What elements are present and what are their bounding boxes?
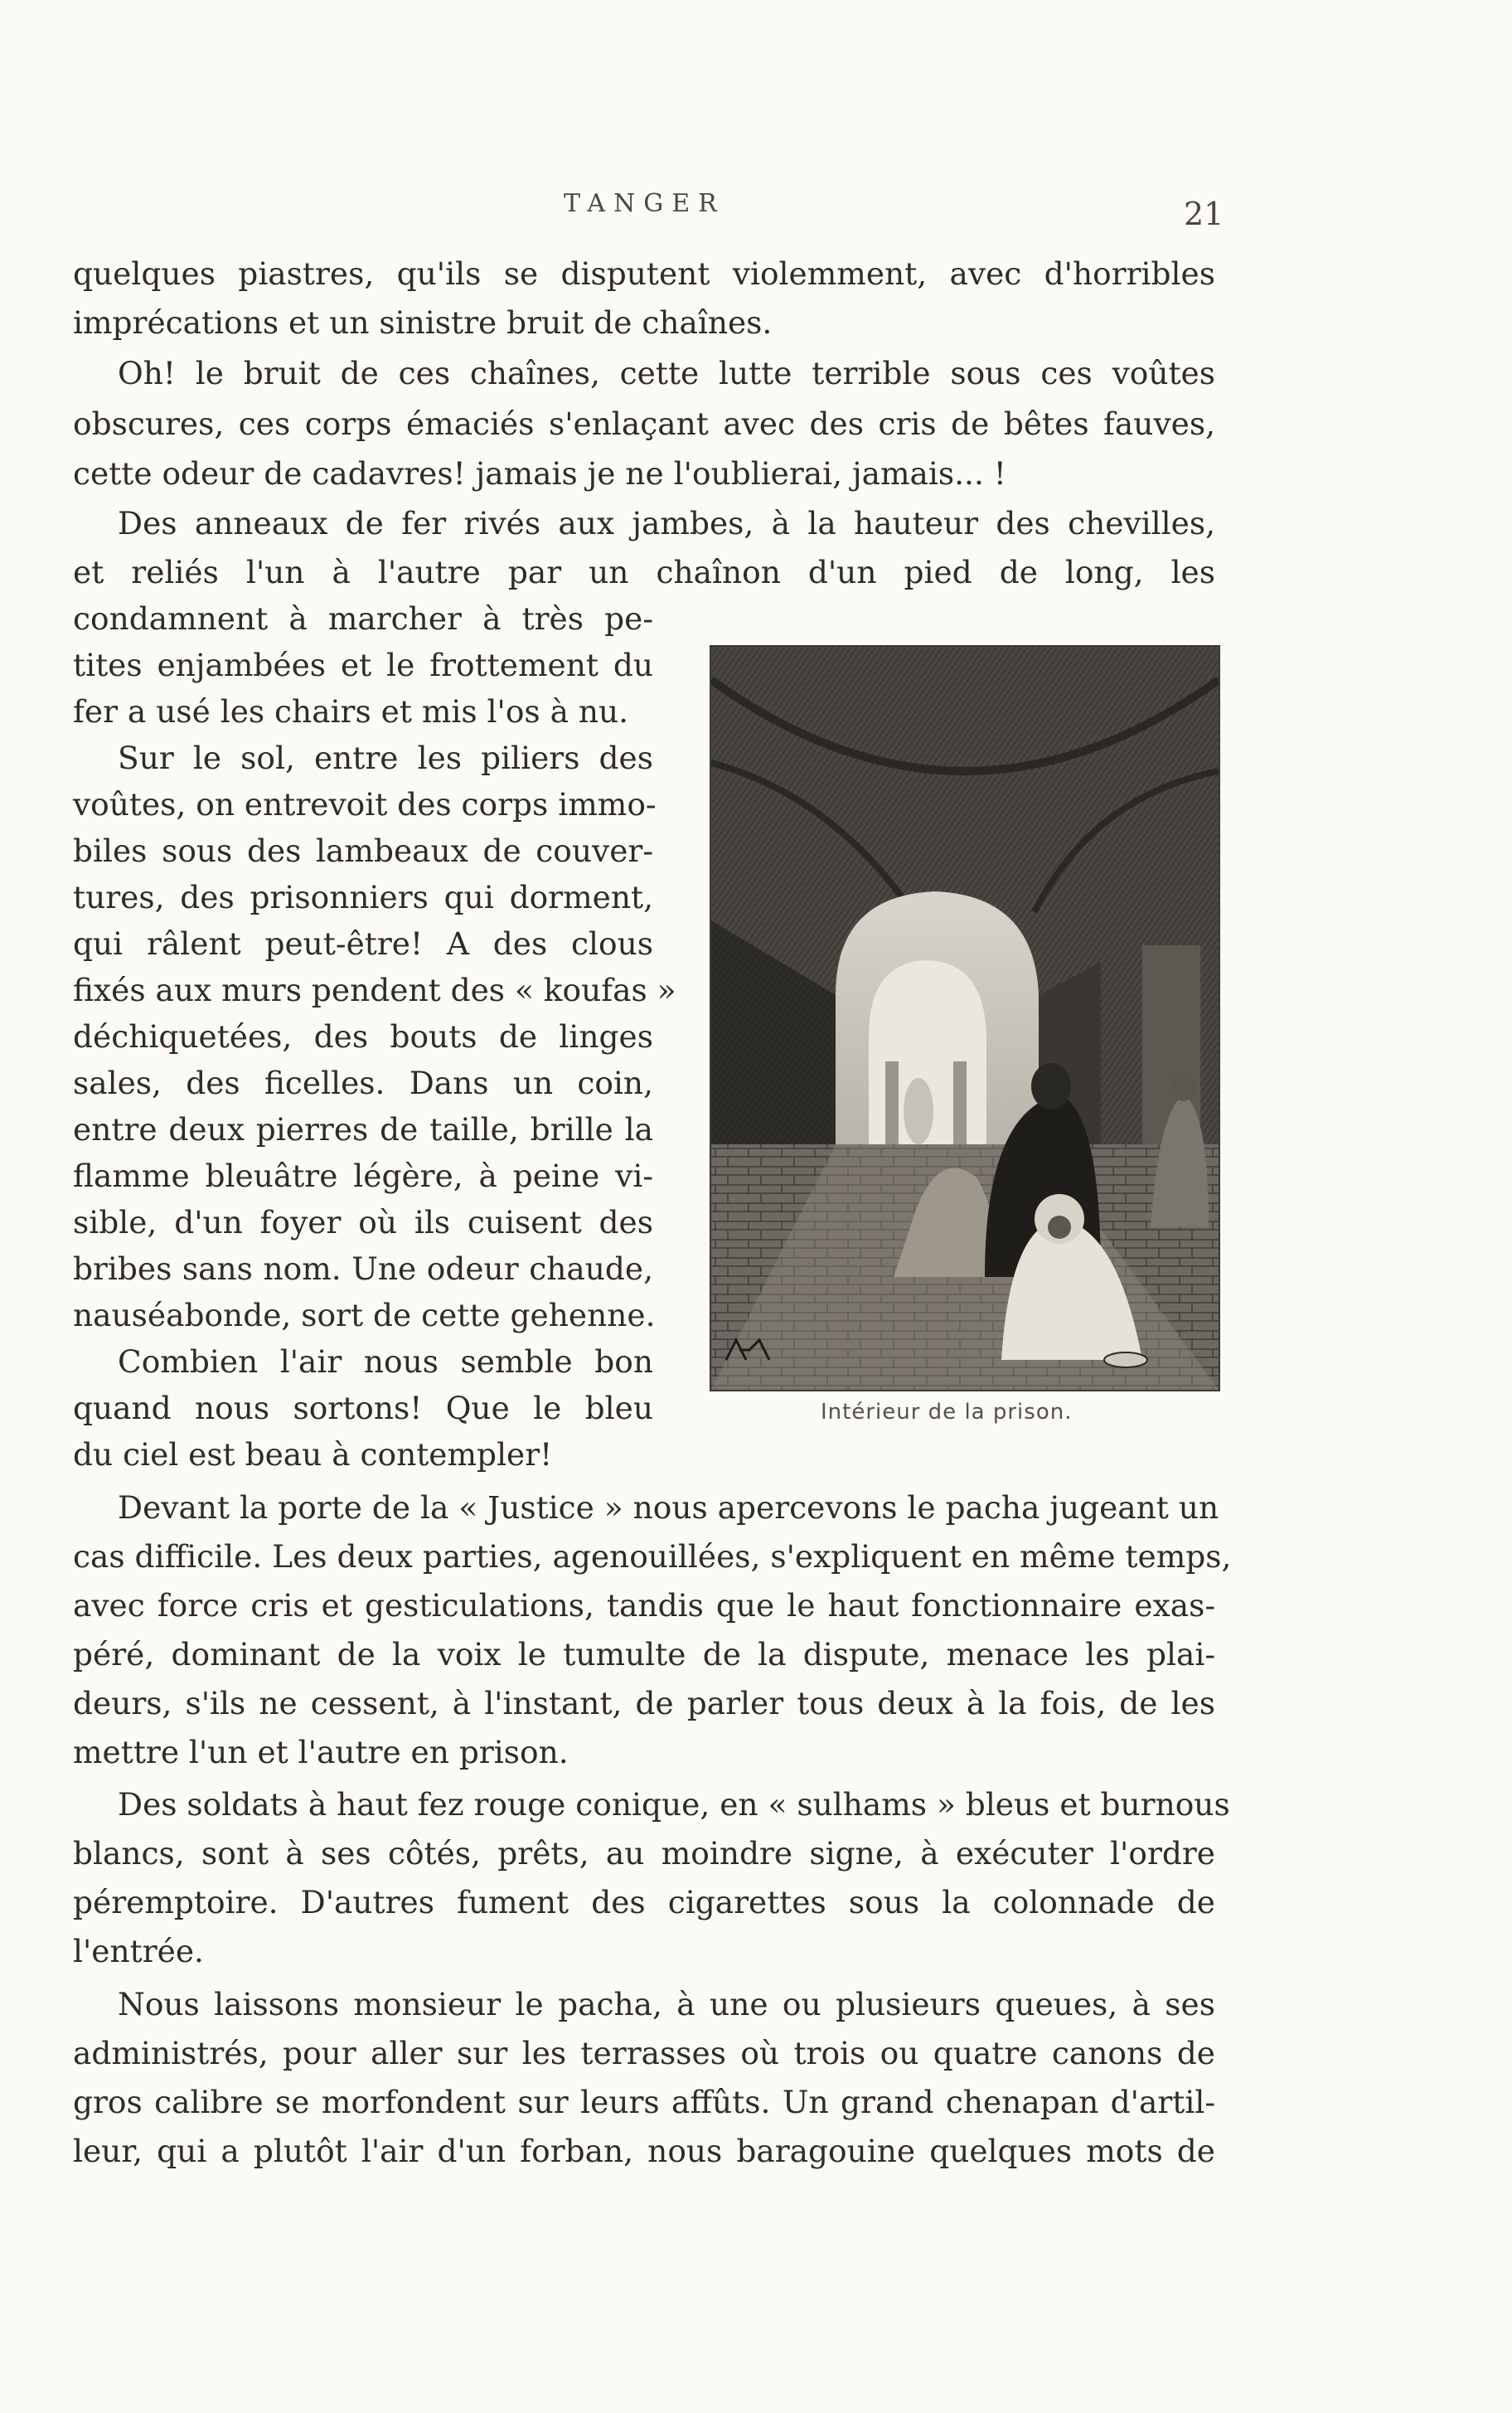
text-line: voûtes, on entrevoit des corps immo- — [73, 786, 657, 823]
text-line: Sur le sol, entre les piliers des — [118, 740, 653, 776]
text-line: Des anneaux de fer rivés aux jambes, à la hauteur des chevilles, — [118, 505, 1215, 541]
text-line: blancs, sont à ses côtés, prêts, au moindre signe, à exécuter l'ordre — [73, 1835, 1215, 1872]
text-line: Oh! le bruit de ces chaînes, cette lutte terrible sous ces voûtes — [118, 355, 1215, 391]
prison-interior-illustration — [711, 647, 1219, 1390]
text-line: cas difficile. Les deux parties, agenouillées, s'expliquent en même temps, — [73, 1538, 1232, 1575]
engraving-image — [711, 647, 1219, 1390]
text-line: deurs, s'ils ne cessent, à l'instant, de parler tous deux à la fois, de les — [73, 1685, 1215, 1721]
text-line: l'entrée. — [73, 1933, 204, 1969]
text-line: condamnent à marcher à très pe- — [73, 600, 653, 637]
text-line: quelques piastres, qu'ils se disputent violemment, avec d'horribles — [73, 255, 1215, 292]
text-line: entre deux pierres de taille, brille la — [73, 1111, 653, 1148]
text-line: obscures, ces corps émaciés s'enlaçant avec des cris de bêtes fauves, — [73, 405, 1215, 442]
text-line: gros calibre se morfondent sur leurs affûts. Un grand chenapan d'artil- — [73, 2084, 1215, 2120]
text-line: bribes sans nom. Une odeur chaude, — [73, 1250, 653, 1287]
text-line: déchiquetées, des bouts de linges — [73, 1018, 653, 1055]
text-line: Nous laissons monsieur le pacha, à une ou plusieurs queues, à ses — [118, 1986, 1215, 2022]
text-line: tures, des prisonniers qui dorment, — [73, 879, 653, 915]
text-line: Des soldats à haut fez rouge conique, en « sulhams » bleus et burnous — [118, 1786, 1230, 1823]
text-line: leur, qui a plutôt l'air d'un forban, nous baragouine quelques mots de — [73, 2133, 1215, 2169]
figure-caption: Intérieur de la prison. — [821, 1400, 1073, 1425]
text-line: sible, d'un foyer où ils cuisent des — [73, 1204, 653, 1240]
text-line: quand nous sortons! Que le bleu — [73, 1390, 653, 1426]
text-line: nauséabonde, sort de cette gehenne. — [73, 1297, 656, 1333]
running-head: TANGER — [564, 189, 725, 218]
text-line: et reliés l'un à l'autre par un chaînon d'un pied de long, les — [73, 554, 1215, 590]
text-line: tites enjambées et le frottement du — [73, 647, 653, 683]
page-number: 21 — [1184, 196, 1224, 232]
text-line: administrés, pour aller sur les terrasses où trois ou quatre canons de — [73, 2035, 1215, 2071]
text-line: fer a usé les chairs et mis l'os à nu. — [73, 693, 629, 730]
text-line: flamme bleuâtre légère, à peine vi- — [73, 1158, 653, 1194]
text-line: Combien l'air nous semble bon — [118, 1343, 653, 1380]
text-line: avec force cris et gesticulations, tandis que le haut fonctionnaire exas- — [73, 1587, 1215, 1624]
text-line: péré, dominant de la voix le tumulte de la dispute, menace les plai- — [73, 1636, 1215, 1673]
text-line: fixés aux murs pendent des « koufas » — [73, 972, 676, 1008]
text-line: imprécations et un sinistre bruit de chaînes. — [73, 304, 773, 341]
text-line: péremptoire. D'autres fument des cigarettes sous la colonnade de — [73, 1884, 1215, 1920]
text-line: Devant la porte de la « Justice » nous apercevons le pacha jugeant un — [118, 1489, 1219, 1526]
text-line: mettre l'un et l'autre en prison. — [73, 1734, 569, 1770]
text-line: biles sous des lambeaux de couver- — [73, 833, 653, 869]
text-line: sales, des ficelles. Dans un coin, — [73, 1065, 653, 1101]
text-line: qui râlent peut-être! A des clous — [73, 925, 653, 962]
text-line: cette odeur de cadavres! jamais je ne l'oublierai, jamais... ! — [73, 455, 1006, 492]
text-line: du ciel est beau à contempler! — [73, 1436, 553, 1473]
